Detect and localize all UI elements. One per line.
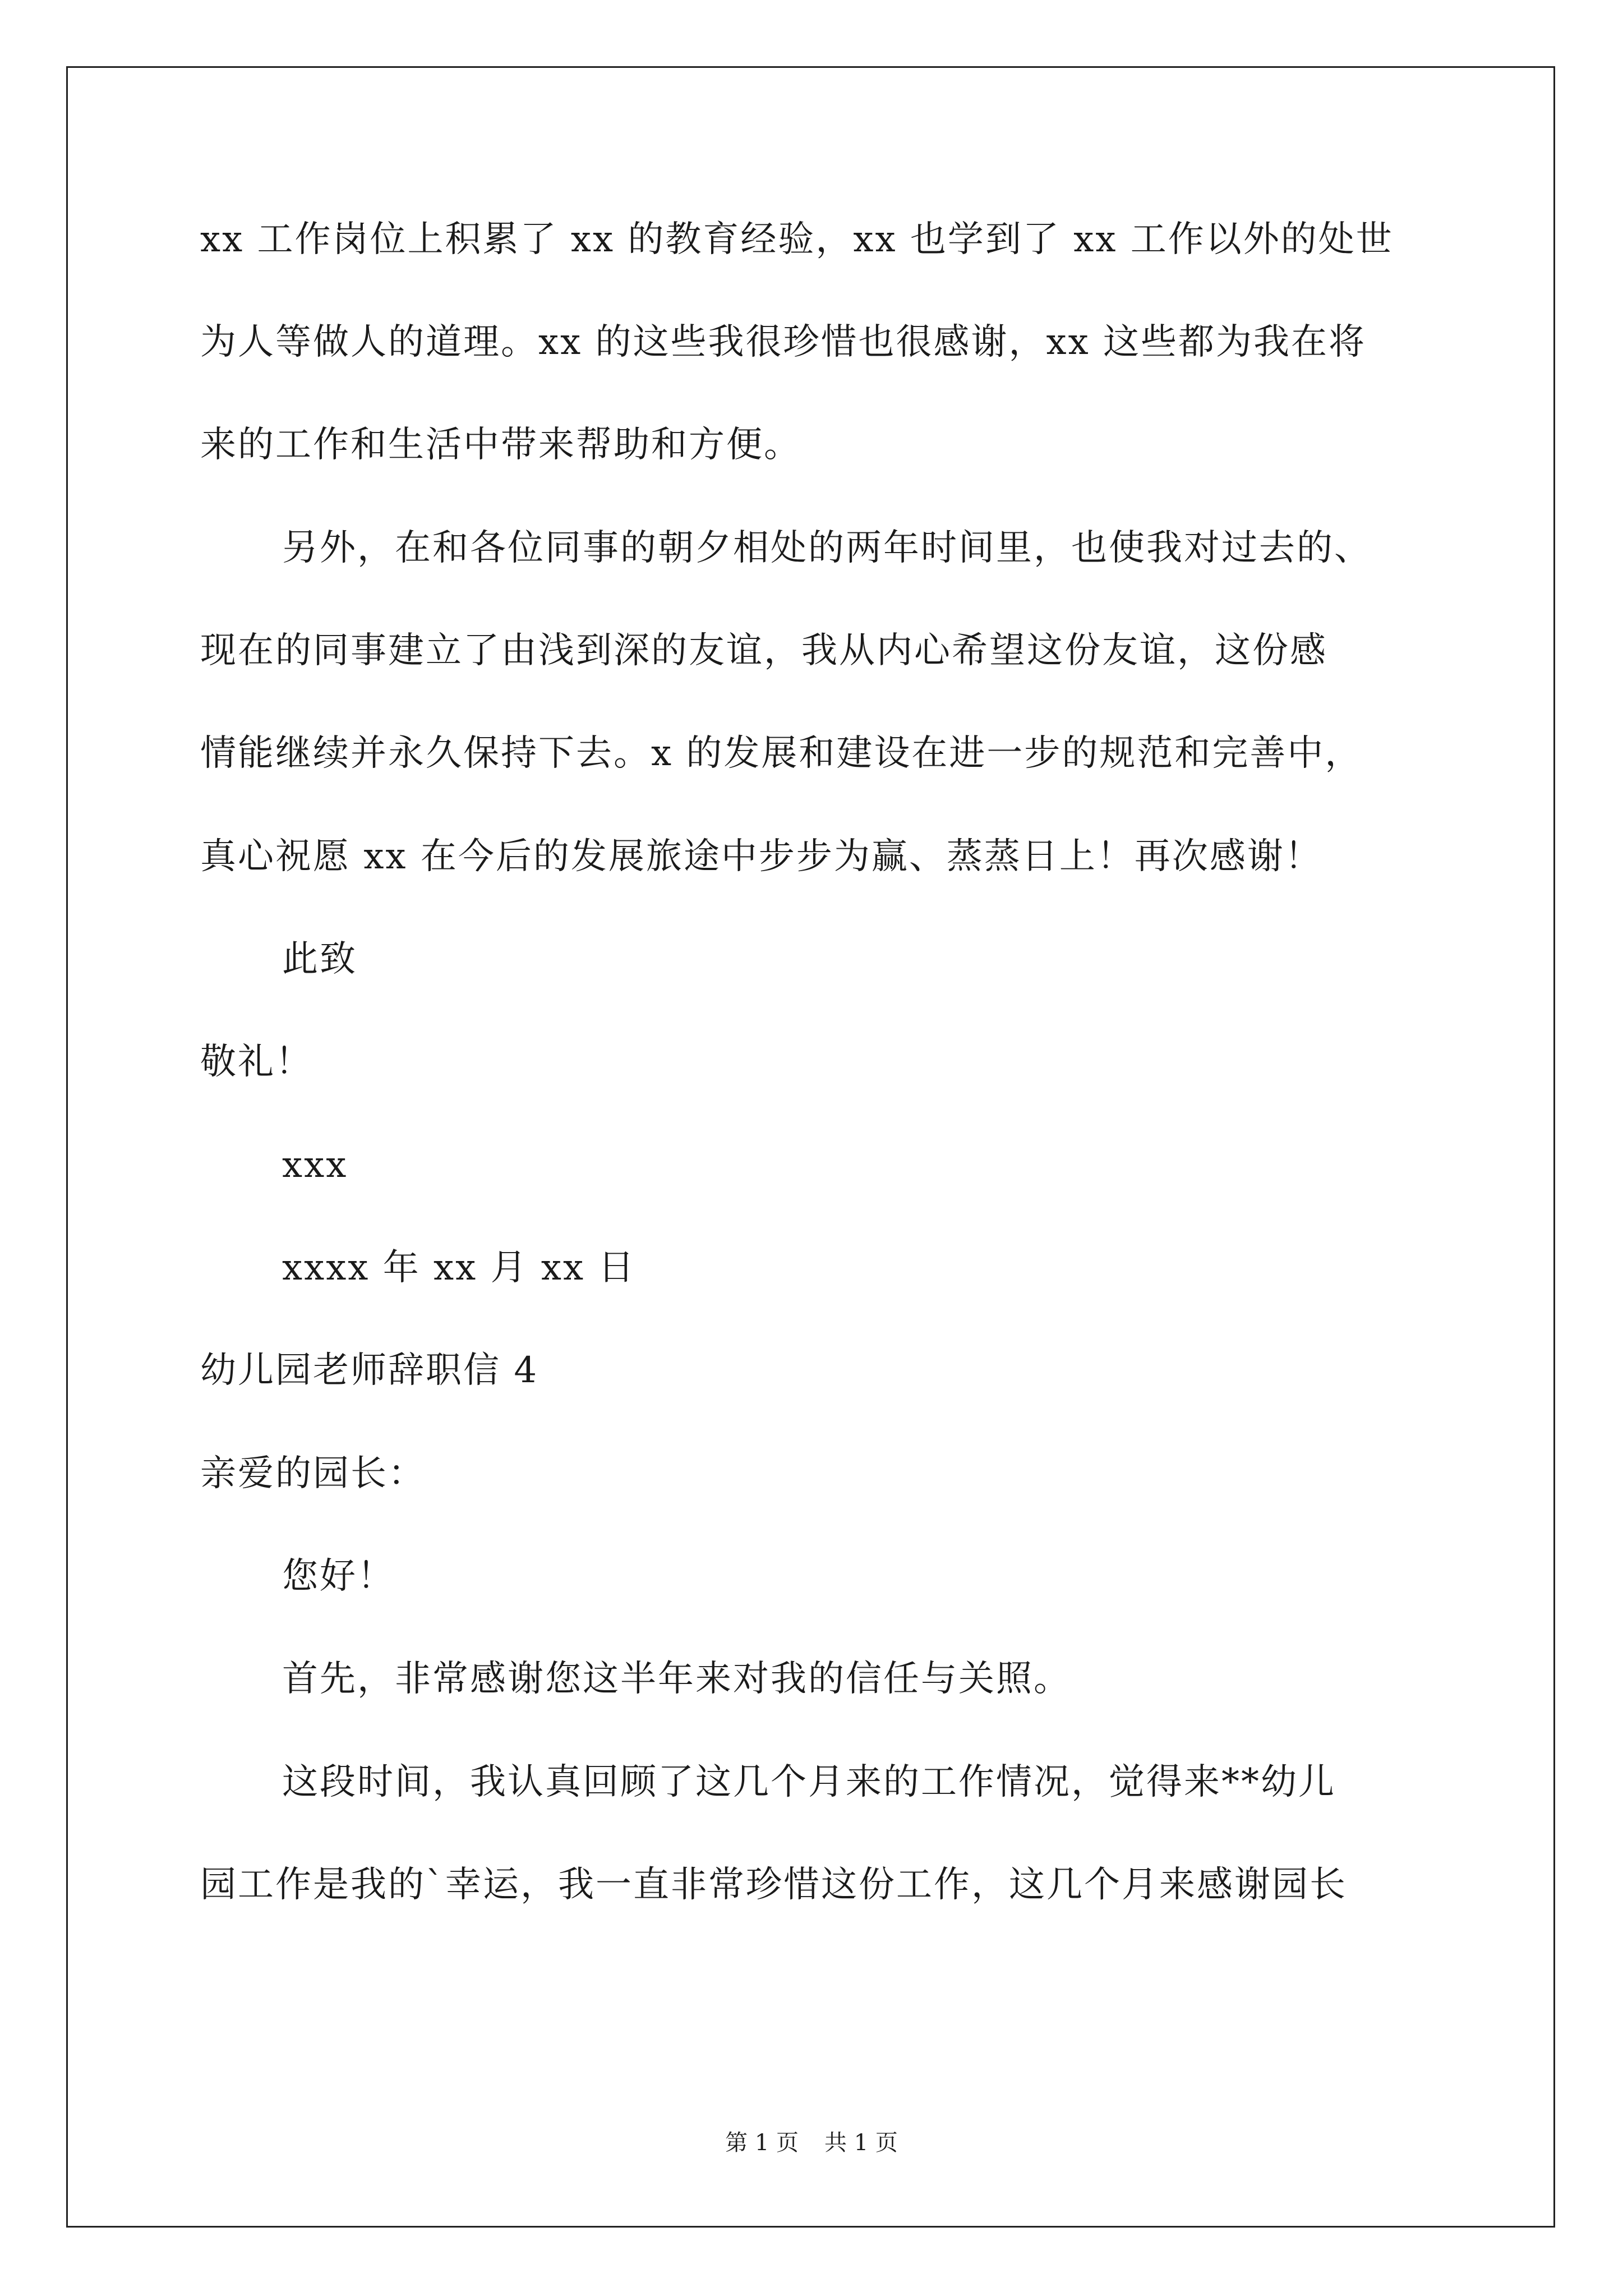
body-line: 真心祝愿 xx 在今后的发展旅途中步步为赢、蒸蒸日上！再次感谢！: [200, 836, 1322, 877]
page-total: 共 1 页: [824, 2130, 898, 2156]
body-line: 园工作是我的`幸运，我一直非常珍惜这份工作，这几个月来感谢园长: [200, 1864, 1347, 1906]
body-line: 首先，非常感谢您这半年来对我的信任与关照。: [282, 1658, 1071, 1700]
signature-date: xxxx 年 xx 月 xx 日: [282, 1247, 636, 1289]
body-line: 来的工作和生活中带来帮助和方便。: [200, 424, 801, 466]
letter-greeting: 亲爱的园长：: [200, 1453, 426, 1494]
salutation-respect: 敬礼！: [200, 1041, 313, 1083]
page-footer: [0, 2132, 1623, 2154]
body-line: 现在的同事建立了由浅到深的友谊，我从内心希望这份友谊，这份感: [200, 630, 1327, 671]
body-line: 为人等做人的道理。xx 的这些我很珍惜也很感谢，xx 这些都为我在将: [200, 321, 1367, 363]
signature-name: xxx: [282, 1144, 348, 1186]
salutation-closing: 此致: [282, 938, 357, 980]
body-line: 这段时间，我认真回顾了这几个月来的工作情况，觉得来**幼儿: [282, 1761, 1336, 1803]
page-number: 第 1 页: [725, 2130, 799, 2156]
letter-hello: 您好！: [282, 1556, 395, 1597]
body-line: 另外，在和各位同事的朝夕相处的两年时间里，也使我对过去的、: [282, 527, 1372, 569]
section-title: 幼儿园老师辞职信 4: [200, 1350, 539, 1391]
body-line: 情能继续并永久保持下去。x 的发展和建设在进一步的规范和完善中，: [200, 733, 1363, 774]
body-line: xx 工作岗位上积累了 xx 的教育经验，xx 也学到了 xx 工作以外的处世: [200, 219, 1394, 260]
